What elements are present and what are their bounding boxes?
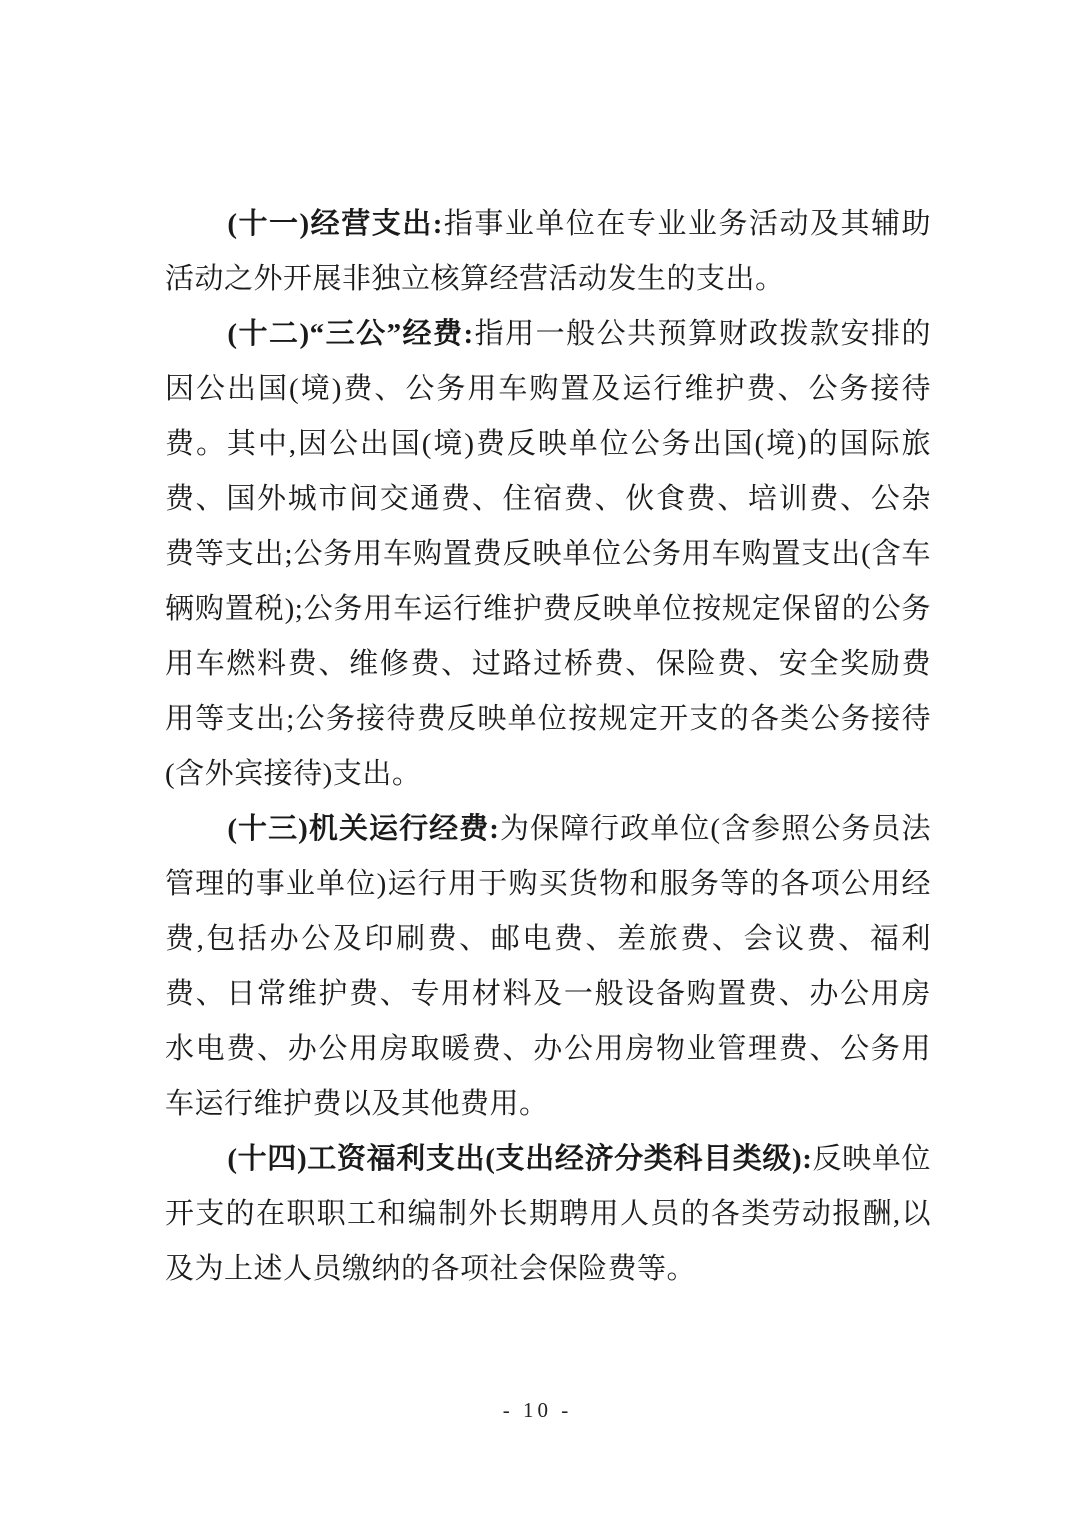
paragraph-lead: (十三)机关运行经费:	[227, 813, 500, 845]
paragraph-lead: (十二)“三公”经费:	[227, 318, 474, 350]
paragraph	[165, 1132, 931, 1297]
paragraph-lead: (十四)工资福利支出(支出经济分类科目类级):	[227, 1143, 813, 1175]
page-number: - 10 -	[502, 1398, 573, 1422]
paragraph	[165, 802, 931, 1132]
document-body	[165, 197, 931, 1297]
paragraph-text: 为保障行政单位(含参照公务员法管理的事业单位)运行用于购买货物和服务等的各项公用经费,包括办公及印刷费、邮电费、差旅费、会议费、福利费、日常维护费、专用材料及一般设备购置费、办公用房水电费、办公用房取暖费、办公用房物业管理费、公务用车运行维护费以及其他费用。	[165, 813, 931, 1120]
paragraph	[165, 307, 931, 802]
paragraph-lead: (十一)经营支出:	[227, 208, 443, 240]
paragraph	[165, 197, 931, 307]
paragraph-text: 反映单位开支的在职职工和编制外长期聘用人员的各类劳动报酬,以及为上述人员缴纳的各项社会保险费等。	[165, 1143, 931, 1285]
paragraph-text: 指用一般公共预算财政拨款安排的因公出国(境)费、公务用车购置及运行维护费、公务接待费。其中,因公出国(境)费反映单位公务出国(境)的国际旅费、国外城市间交通费、住宿费、伙食费、培训费、公杂费等支出;公务用车购置费反映单位公务用车购置支出(含车辆购置税);公务用车运行维护费反映单位按规定保留的公务用车燃料费、维修费、过路过桥费、保险费、安全奖励费用等支出;公务接待费反映单位按规定开支的各类公务接待(含外宾接待)支出。	[165, 318, 931, 790]
paragraph-text: 指事业单位在专业业务活动及其辅助活动之外开展非独立核算经营活动发生的支出。	[165, 208, 931, 295]
